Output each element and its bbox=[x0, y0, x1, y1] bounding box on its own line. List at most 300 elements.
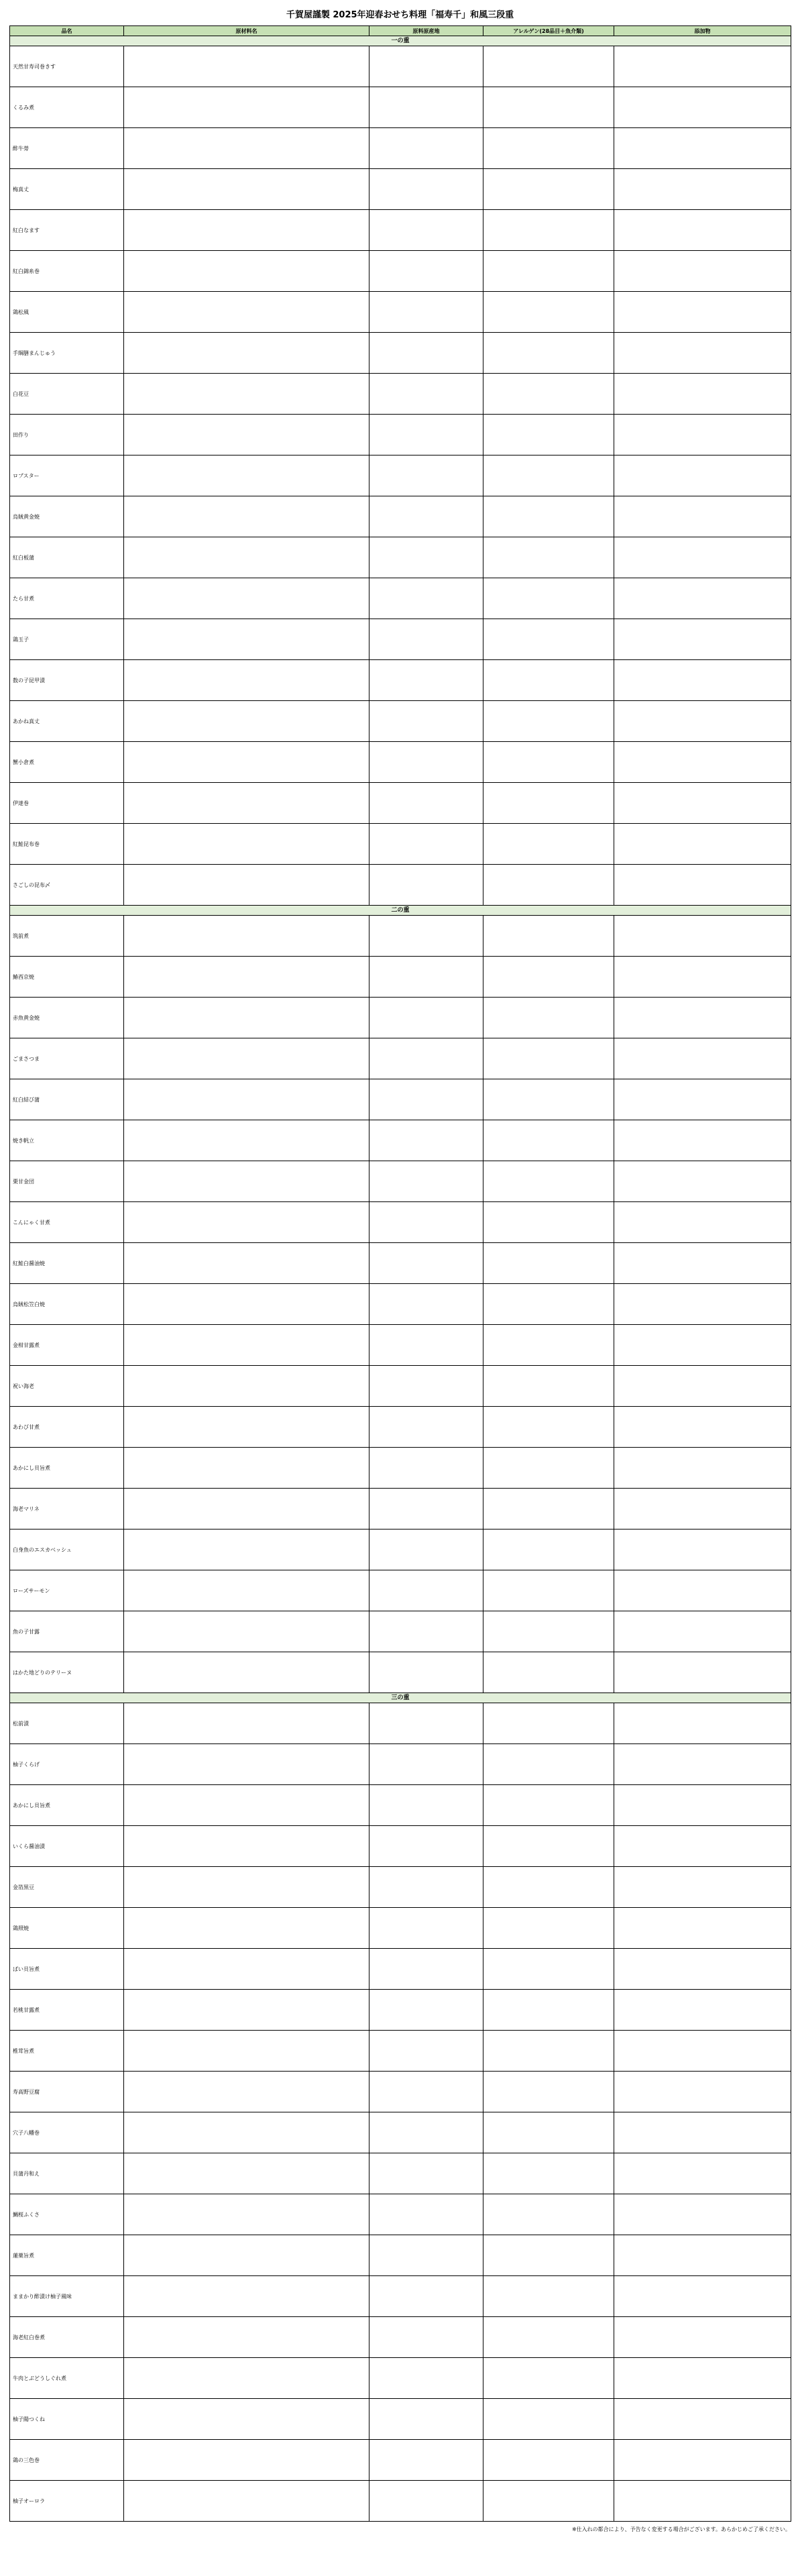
cell-item-name: 貝蒲丹和え bbox=[10, 2153, 124, 2194]
cell-additives bbox=[614, 2481, 791, 2522]
document-title: 千賀屋謹製 2025年迎春おせち料理「福寿千」和風三段重 bbox=[286, 10, 514, 20]
cell-ingredients bbox=[124, 1529, 369, 1570]
cell-ingredients bbox=[124, 415, 369, 455]
cell-item-name: 筑前煮 bbox=[10, 916, 124, 957]
menu-document bbox=[9, 5, 791, 2533]
cell-additives bbox=[614, 1908, 791, 1949]
cell-ingredients bbox=[124, 1949, 369, 1990]
cell-item-name: 伊達巻 bbox=[10, 783, 124, 824]
cell-item-name: 紅白錦糸巻 bbox=[10, 251, 124, 292]
cell-allergens bbox=[483, 660, 614, 701]
table-row bbox=[10, 1529, 791, 1570]
cell-origin bbox=[369, 865, 483, 906]
column-header-origin: 原料原産地 bbox=[369, 26, 483, 36]
cell-allergens bbox=[483, 1908, 614, 1949]
cell-item-name: 祝い海老 bbox=[10, 1366, 124, 1407]
cell-additives bbox=[614, 578, 791, 619]
table-row bbox=[10, 1284, 791, 1325]
table-row bbox=[10, 374, 791, 415]
cell-allergens bbox=[483, 783, 614, 824]
table-row bbox=[10, 1448, 791, 1489]
table-row bbox=[10, 1079, 791, 1120]
table-row bbox=[10, 46, 791, 87]
cell-origin bbox=[369, 1243, 483, 1284]
cell-allergens bbox=[483, 333, 614, 374]
cell-allergens bbox=[483, 998, 614, 1038]
cell-origin bbox=[369, 537, 483, 578]
cell-allergens bbox=[483, 2072, 614, 2112]
table-row bbox=[10, 619, 791, 660]
cell-item-name: 金柑甘露煮 bbox=[10, 1325, 124, 1366]
table-row bbox=[10, 2358, 791, 2399]
cell-additives bbox=[614, 1366, 791, 1407]
column-header-allergens: アレルゲン(28品目＋魚介類) bbox=[483, 26, 614, 36]
cell-origin bbox=[369, 2358, 483, 2399]
cell-allergens bbox=[483, 1489, 614, 1529]
table-row bbox=[10, 660, 791, 701]
table-row bbox=[10, 1366, 791, 1407]
cell-allergens bbox=[483, 2399, 614, 2440]
cell-ingredients bbox=[124, 128, 369, 169]
cell-ingredients bbox=[124, 783, 369, 824]
cell-origin bbox=[369, 1038, 483, 1079]
table-row bbox=[10, 865, 791, 906]
cell-additives bbox=[614, 496, 791, 537]
cell-additives bbox=[614, 2112, 791, 2153]
cell-allergens bbox=[483, 701, 614, 742]
cell-item-name: 紅鮭昆布巻 bbox=[10, 824, 124, 865]
cell-additives bbox=[614, 998, 791, 1038]
cell-ingredients bbox=[124, 374, 369, 415]
cell-allergens bbox=[483, 742, 614, 783]
cell-additives bbox=[614, 660, 791, 701]
cell-item-name: 烏賊松笠白焼 bbox=[10, 1284, 124, 1325]
cell-ingredients bbox=[124, 2399, 369, 2440]
cell-ingredients bbox=[124, 1202, 369, 1243]
cell-ingredients bbox=[124, 1407, 369, 1448]
table-row bbox=[10, 1570, 791, 1611]
cell-origin bbox=[369, 251, 483, 292]
cell-origin bbox=[369, 1284, 483, 1325]
cell-additives bbox=[614, 1407, 791, 1448]
cell-ingredients bbox=[124, 1867, 369, 1908]
cell-ingredients bbox=[124, 1120, 369, 1161]
cell-ingredients bbox=[124, 1243, 369, 1284]
cell-origin bbox=[369, 2399, 483, 2440]
table-row bbox=[10, 2153, 791, 2194]
table-row bbox=[10, 1867, 791, 1908]
column-header-ingredients: 原材料名 bbox=[124, 26, 369, 36]
cell-item-name: 紅白板蒲 bbox=[10, 537, 124, 578]
cell-additives bbox=[614, 1243, 791, 1284]
cell-additives bbox=[614, 537, 791, 578]
cell-item-name: 穴子八幡巻 bbox=[10, 2112, 124, 2153]
cell-additives bbox=[614, 1785, 791, 1826]
cell-item-name: 酢牛蒡 bbox=[10, 128, 124, 169]
cell-item-name: 手綱膳まんじゅう bbox=[10, 333, 124, 374]
cell-ingredients bbox=[124, 1079, 369, 1120]
table-row bbox=[10, 2317, 791, 2358]
table-row bbox=[10, 2481, 791, 2522]
cell-origin bbox=[369, 2194, 483, 2235]
cell-ingredients bbox=[124, 1744, 369, 1785]
cell-item-name: 魚の子甘露 bbox=[10, 1611, 124, 1652]
cell-ingredients bbox=[124, 1038, 369, 1079]
cell-allergens bbox=[483, 374, 614, 415]
cell-additives bbox=[614, 957, 791, 998]
cell-allergens bbox=[483, 1826, 614, 1867]
cell-ingredients bbox=[124, 2358, 369, 2399]
cell-additives bbox=[614, 783, 791, 824]
ingredients-table bbox=[9, 25, 791, 2522]
cell-additives bbox=[614, 1038, 791, 1079]
cell-additives bbox=[614, 1529, 791, 1570]
footnote: ※仕入れの都合により、予告なく変更する場合がございます。あらかじめご了承ください。 bbox=[571, 2526, 791, 2532]
cell-origin bbox=[369, 169, 483, 210]
cell-origin bbox=[369, 701, 483, 742]
cell-item-name: あかにし貝旨煮 bbox=[10, 1785, 124, 1826]
cell-additives bbox=[614, 2031, 791, 2072]
cell-ingredients bbox=[124, 1990, 369, 2031]
cell-additives bbox=[614, 2276, 791, 2317]
cell-ingredients bbox=[124, 619, 369, 660]
section-title: 一の重 bbox=[10, 36, 791, 46]
cell-item-name: 栗甘金団 bbox=[10, 1161, 124, 1202]
cell-origin bbox=[369, 1407, 483, 1448]
cell-origin bbox=[369, 957, 483, 998]
cell-origin bbox=[369, 1744, 483, 1785]
cell-origin bbox=[369, 1785, 483, 1826]
cell-ingredients bbox=[124, 998, 369, 1038]
section-title: 三の重 bbox=[10, 1693, 791, 1703]
cell-additives bbox=[614, 701, 791, 742]
cell-item-name: あわび甘煮 bbox=[10, 1407, 124, 1448]
column-header-item-name: 品名 bbox=[10, 26, 124, 36]
table-row bbox=[10, 783, 791, 824]
cell-allergens bbox=[483, 916, 614, 957]
cell-allergens bbox=[483, 2112, 614, 2153]
cell-item-name: はかた地どりのテリーヌ bbox=[10, 1652, 124, 1693]
cell-ingredients bbox=[124, 1161, 369, 1202]
cell-ingredients bbox=[124, 2194, 369, 2235]
cell-additives bbox=[614, 1325, 791, 1366]
table-row bbox=[10, 701, 791, 742]
cell-item-name: 海老マリネ bbox=[10, 1489, 124, 1529]
cell-origin bbox=[369, 1570, 483, 1611]
cell-allergens bbox=[483, 210, 614, 251]
cell-allergens bbox=[483, 1038, 614, 1079]
cell-allergens bbox=[483, 1867, 614, 1908]
cell-origin bbox=[369, 1703, 483, 1744]
table-row bbox=[10, 1489, 791, 1529]
cell-ingredients bbox=[124, 1284, 369, 1325]
cell-allergens bbox=[483, 1703, 614, 1744]
table-row bbox=[10, 578, 791, 619]
cell-allergens bbox=[483, 2235, 614, 2276]
cell-allergens bbox=[483, 128, 614, 169]
cell-allergens bbox=[483, 46, 614, 87]
cell-item-name: さごしの昆布〆 bbox=[10, 865, 124, 906]
cell-additives bbox=[614, 2399, 791, 2440]
cell-item-name: たら甘煮 bbox=[10, 578, 124, 619]
cell-allergens bbox=[483, 292, 614, 333]
cell-ingredients bbox=[124, 292, 369, 333]
cell-origin bbox=[369, 1489, 483, 1529]
cell-additives bbox=[614, 251, 791, 292]
cell-additives bbox=[614, 742, 791, 783]
table-row bbox=[10, 2112, 791, 2153]
cell-origin bbox=[369, 2276, 483, 2317]
table-row bbox=[10, 2235, 791, 2276]
cell-additives bbox=[614, 1284, 791, 1325]
cell-ingredients bbox=[124, 1785, 369, 1826]
cell-ingredients bbox=[124, 660, 369, 701]
cell-origin bbox=[369, 660, 483, 701]
cell-additives bbox=[614, 210, 791, 251]
cell-allergens bbox=[483, 1529, 614, 1570]
table-row bbox=[10, 1949, 791, 1990]
cell-allergens bbox=[483, 1785, 614, 1826]
cell-origin bbox=[369, 415, 483, 455]
cell-additives bbox=[614, 1489, 791, 1529]
cell-item-name: ばい貝旨煮 bbox=[10, 1949, 124, 1990]
cell-origin bbox=[369, 1908, 483, 1949]
cell-origin bbox=[369, 1366, 483, 1407]
cell-item-name: 紅白なます bbox=[10, 210, 124, 251]
table-row bbox=[10, 1407, 791, 1448]
cell-additives bbox=[614, 619, 791, 660]
cell-origin bbox=[369, 2440, 483, 2481]
cell-additives bbox=[614, 333, 791, 374]
cell-additives bbox=[614, 824, 791, 865]
cell-item-name: ごまさつま bbox=[10, 1038, 124, 1079]
cell-additives bbox=[614, 169, 791, 210]
table-row bbox=[10, 1325, 791, 1366]
cell-ingredients bbox=[124, 2440, 369, 2481]
table-row bbox=[10, 415, 791, 455]
table-row bbox=[10, 455, 791, 496]
table-row bbox=[10, 2440, 791, 2481]
cell-allergens bbox=[483, 1448, 614, 1489]
cell-origin bbox=[369, 1325, 483, 1366]
cell-allergens bbox=[483, 496, 614, 537]
cell-origin bbox=[369, 1079, 483, 1120]
cell-allergens bbox=[483, 2276, 614, 2317]
cell-origin bbox=[369, 1161, 483, 1202]
cell-origin bbox=[369, 1867, 483, 1908]
cell-origin bbox=[369, 1448, 483, 1489]
cell-origin bbox=[369, 333, 483, 374]
cell-origin bbox=[369, 1949, 483, 1990]
cell-origin bbox=[369, 578, 483, 619]
cell-additives bbox=[614, 865, 791, 906]
cell-origin bbox=[369, 1652, 483, 1693]
cell-ingredients bbox=[124, 169, 369, 210]
cell-additives bbox=[614, 1611, 791, 1652]
cell-additives bbox=[614, 2072, 791, 2112]
cell-allergens bbox=[483, 1407, 614, 1448]
cell-ingredients bbox=[124, 2276, 369, 2317]
cell-origin bbox=[369, 1529, 483, 1570]
cell-origin bbox=[369, 128, 483, 169]
cell-item-name: ままかり酢漬け柚子風味 bbox=[10, 2276, 124, 2317]
cell-ingredients bbox=[124, 916, 369, 957]
cell-additives bbox=[614, 2440, 791, 2481]
cell-allergens bbox=[483, 824, 614, 865]
cell-additives bbox=[614, 1867, 791, 1908]
cell-additives bbox=[614, 916, 791, 957]
table-row bbox=[10, 1826, 791, 1867]
cell-ingredients bbox=[124, 87, 369, 128]
cell-additives bbox=[614, 2194, 791, 2235]
cell-origin bbox=[369, 2153, 483, 2194]
column-header-additives: 添加物 bbox=[614, 26, 791, 36]
cell-item-name: ローズサーモン bbox=[10, 1570, 124, 1611]
cell-item-name: 白身魚のエスカベッシュ bbox=[10, 1529, 124, 1570]
cell-item-name: 蟹小倉煮 bbox=[10, 742, 124, 783]
cell-item-name: 若桃甘露煮 bbox=[10, 1990, 124, 2031]
table-body bbox=[10, 36, 791, 2522]
cell-item-name: 鯛桜ふくさ bbox=[10, 2194, 124, 2235]
cell-ingredients bbox=[124, 537, 369, 578]
cell-origin bbox=[369, 824, 483, 865]
cell-origin bbox=[369, 455, 483, 496]
table-row bbox=[10, 2031, 791, 2072]
cell-origin bbox=[369, 374, 483, 415]
cell-origin bbox=[369, 2031, 483, 2072]
cell-item-name: 鶏松風 bbox=[10, 292, 124, 333]
cell-allergens bbox=[483, 2031, 614, 2072]
cell-ingredients bbox=[124, 1325, 369, 1366]
cell-ingredients bbox=[124, 2031, 369, 2072]
cell-item-name: 梅真丈 bbox=[10, 169, 124, 210]
cell-allergens bbox=[483, 1284, 614, 1325]
table-row bbox=[10, 2072, 791, 2112]
cell-origin bbox=[369, 742, 483, 783]
table-row bbox=[10, 1611, 791, 1652]
cell-additives bbox=[614, 2153, 791, 2194]
cell-allergens bbox=[483, 2153, 614, 2194]
table-row bbox=[10, 251, 791, 292]
cell-additives bbox=[614, 2317, 791, 2358]
cell-origin bbox=[369, 783, 483, 824]
cell-item-name: 寿高野豆腐 bbox=[10, 2072, 124, 2112]
cell-ingredients bbox=[124, 578, 369, 619]
cell-ingredients bbox=[124, 1489, 369, 1529]
cell-allergens bbox=[483, 2194, 614, 2235]
cell-allergens bbox=[483, 1990, 614, 2031]
cell-item-name: 柚子オーロラ bbox=[10, 2481, 124, 2522]
table-row bbox=[10, 333, 791, 374]
cell-ingredients bbox=[124, 2112, 369, 2153]
cell-ingredients bbox=[124, 1366, 369, 1407]
table-row bbox=[10, 998, 791, 1038]
cell-item-name: 赤魚黄金焼 bbox=[10, 998, 124, 1038]
cell-origin bbox=[369, 619, 483, 660]
cell-additives bbox=[614, 1120, 791, 1161]
cell-item-name: 数の子昆甲漬 bbox=[10, 660, 124, 701]
cell-allergens bbox=[483, 169, 614, 210]
table-row bbox=[10, 2194, 791, 2235]
cell-ingredients bbox=[124, 2153, 369, 2194]
table-row bbox=[10, 1202, 791, 1243]
cell-allergens bbox=[483, 1744, 614, 1785]
cell-ingredients bbox=[124, 1908, 369, 1949]
cell-ingredients bbox=[124, 2317, 369, 2358]
cell-allergens bbox=[483, 1120, 614, 1161]
cell-additives bbox=[614, 455, 791, 496]
cell-allergens bbox=[483, 1161, 614, 1202]
cell-allergens bbox=[483, 1243, 614, 1284]
cell-ingredients bbox=[124, 210, 369, 251]
cell-item-name: 鶏照焼 bbox=[10, 1908, 124, 1949]
cell-allergens bbox=[483, 87, 614, 128]
cell-allergens bbox=[483, 1652, 614, 1693]
cell-allergens bbox=[483, 865, 614, 906]
cell-item-name: 紅鮭白醤油焼 bbox=[10, 1243, 124, 1284]
cell-ingredients bbox=[124, 46, 369, 87]
table-row bbox=[10, 1243, 791, 1284]
cell-additives bbox=[614, 1703, 791, 1744]
cell-ingredients bbox=[124, 455, 369, 496]
cell-origin bbox=[369, 998, 483, 1038]
cell-additives bbox=[614, 1079, 791, 1120]
cell-item-name: あかにし貝旨煮 bbox=[10, 1448, 124, 1489]
cell-ingredients bbox=[124, 1611, 369, 1652]
cell-item-name: あかね真丈 bbox=[10, 701, 124, 742]
cell-allergens bbox=[483, 957, 614, 998]
cell-additives bbox=[614, 1744, 791, 1785]
cell-allergens bbox=[483, 1202, 614, 1243]
cell-additives bbox=[614, 1990, 791, 2031]
cell-additives bbox=[614, 2358, 791, 2399]
section-header-row bbox=[10, 36, 791, 46]
cell-ingredients bbox=[124, 1703, 369, 1744]
cell-allergens bbox=[483, 2440, 614, 2481]
cell-additives bbox=[614, 415, 791, 455]
cell-additives bbox=[614, 1570, 791, 1611]
table-row bbox=[10, 1908, 791, 1949]
cell-item-name: こんにゃく甘煮 bbox=[10, 1202, 124, 1243]
cell-ingredients bbox=[124, 333, 369, 374]
cell-allergens bbox=[483, 578, 614, 619]
cell-item-name: 海老紅白巻煮 bbox=[10, 2317, 124, 2358]
cell-allergens bbox=[483, 1611, 614, 1652]
cell-item-name: 田作り bbox=[10, 415, 124, 455]
cell-ingredients bbox=[124, 742, 369, 783]
table-row bbox=[10, 1038, 791, 1079]
cell-origin bbox=[369, 46, 483, 87]
cell-ingredients bbox=[124, 496, 369, 537]
table-row bbox=[10, 537, 791, 578]
table-row bbox=[10, 916, 791, 957]
cell-additives bbox=[614, 1161, 791, 1202]
cell-origin bbox=[369, 1990, 483, 2031]
section-header-row bbox=[10, 1693, 791, 1703]
cell-item-name: いくら醤油漬 bbox=[10, 1826, 124, 1867]
cell-item-name: 紅白結び蒲 bbox=[10, 1079, 124, 1120]
cell-origin bbox=[369, 292, 483, 333]
cell-item-name: 蓮薬旨煮 bbox=[10, 2235, 124, 2276]
cell-item-name: 天然甘寿司巻きす bbox=[10, 46, 124, 87]
cell-allergens bbox=[483, 1366, 614, 1407]
cell-allergens bbox=[483, 537, 614, 578]
table-row bbox=[10, 169, 791, 210]
cell-origin bbox=[369, 916, 483, 957]
cell-item-name: ロブスター bbox=[10, 455, 124, 496]
cell-additives bbox=[614, 46, 791, 87]
table-row bbox=[10, 87, 791, 128]
